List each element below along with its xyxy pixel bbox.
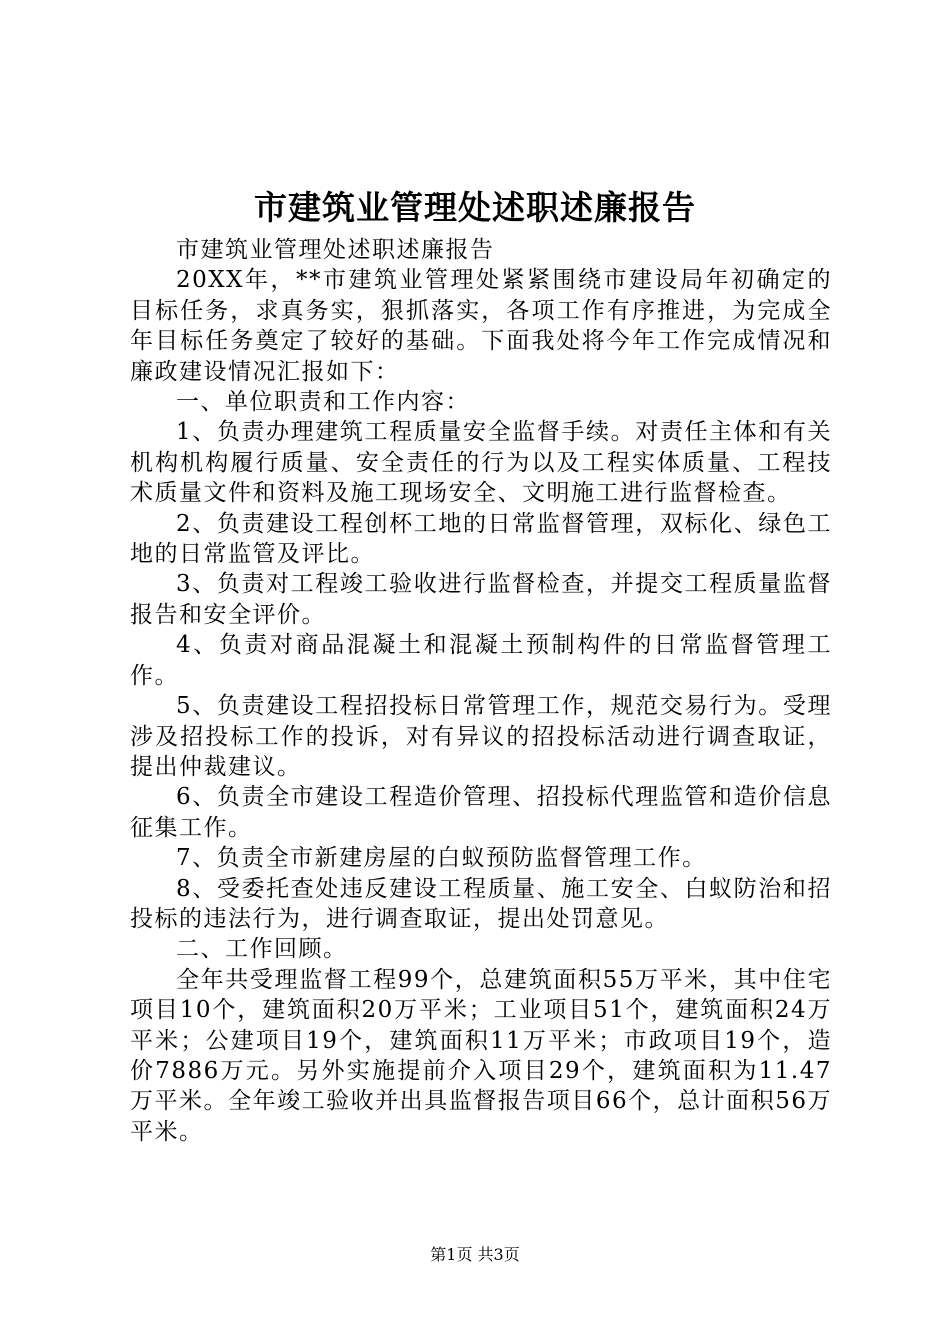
- paragraph-subtitle: 市建筑业管理处述职述廉报告: [176, 237, 495, 263]
- section-heading-duties: 一、单位职责和工作内容：: [176, 389, 470, 416]
- document-title: 市建筑业管理处述职述廉报告: [254, 188, 696, 227]
- document-body: [130, 235, 832, 1147]
- paragraph-duty-5: 5、负责建设工程招投标日常管理工作，规范交易行为。受理涉及招投标工作的投诉，对有异议的招投标活动进行调查取证，提出仲裁建议。: [130, 693, 832, 780]
- paragraph-duty-1: 1、负责办理建筑工程质量安全监督手续。对责任主体和有关机构机构履行质量、安全责任的行为以及工程实体质量、工程技术质量文件和资料及施工现场安全、文明施工进行监督检查。: [130, 419, 832, 507]
- paragraph-duty-3: 3、负责对工程竣工验收进行监督检查，并提交工程质量监督报告和安全评价。: [130, 571, 832, 628]
- paragraph-duty-2: 2、负责建设工程创杯工地的日常监督管理，双标化、绿色工地的日常监管及评比。: [130, 510, 832, 568]
- paragraph-duty-4: 4、负责对商品混凝土和混凝土预制构件的日常监督管理工作。: [130, 632, 832, 689]
- paragraph-review-summary: 全年共受理监督工程99个，总建筑面积55万平米，其中住宅项目10个，建筑面积20万平米；工业项目51个，建筑面积24万平米；公建项目19个，建筑面积11万平米；市政项目19个，造价7886万元。另外实施提前介入项目29个，建筑面积为11.47万平米。全年竣工验收并出具监督报告项目66个，总计面积56万平米。: [130, 966, 832, 1145]
- paragraph-intro: 20XX年，**市建筑业管理处紧紧围绕市建设局年初确定的目标任务，求真务实，狠抓落实，各项工作有序推进，为完成全年目标任务奠定了较好的基础。下面我处将今年工作完成情况和廉政建设情况汇报如下：: [130, 267, 832, 385]
- paragraph-duty-6: 6、负责全市建设工程造价管理、招投标代理监管和造价信息征集工作。: [130, 784, 832, 841]
- paragraph-duty-7: 7、负责全市新建房屋的白蚁预防监督管理工作。: [176, 845, 707, 872]
- section-heading-review: 二、工作回顾。: [176, 936, 348, 963]
- paragraph-duty-8: 8、受委托查处违反建设工程质量、施工安全、白蚁防治和招投标的违法行为，进行调查取证，提出处罚意见。: [130, 875, 832, 932]
- page-number-footer: 第1页 共3页: [430, 1245, 520, 1264]
